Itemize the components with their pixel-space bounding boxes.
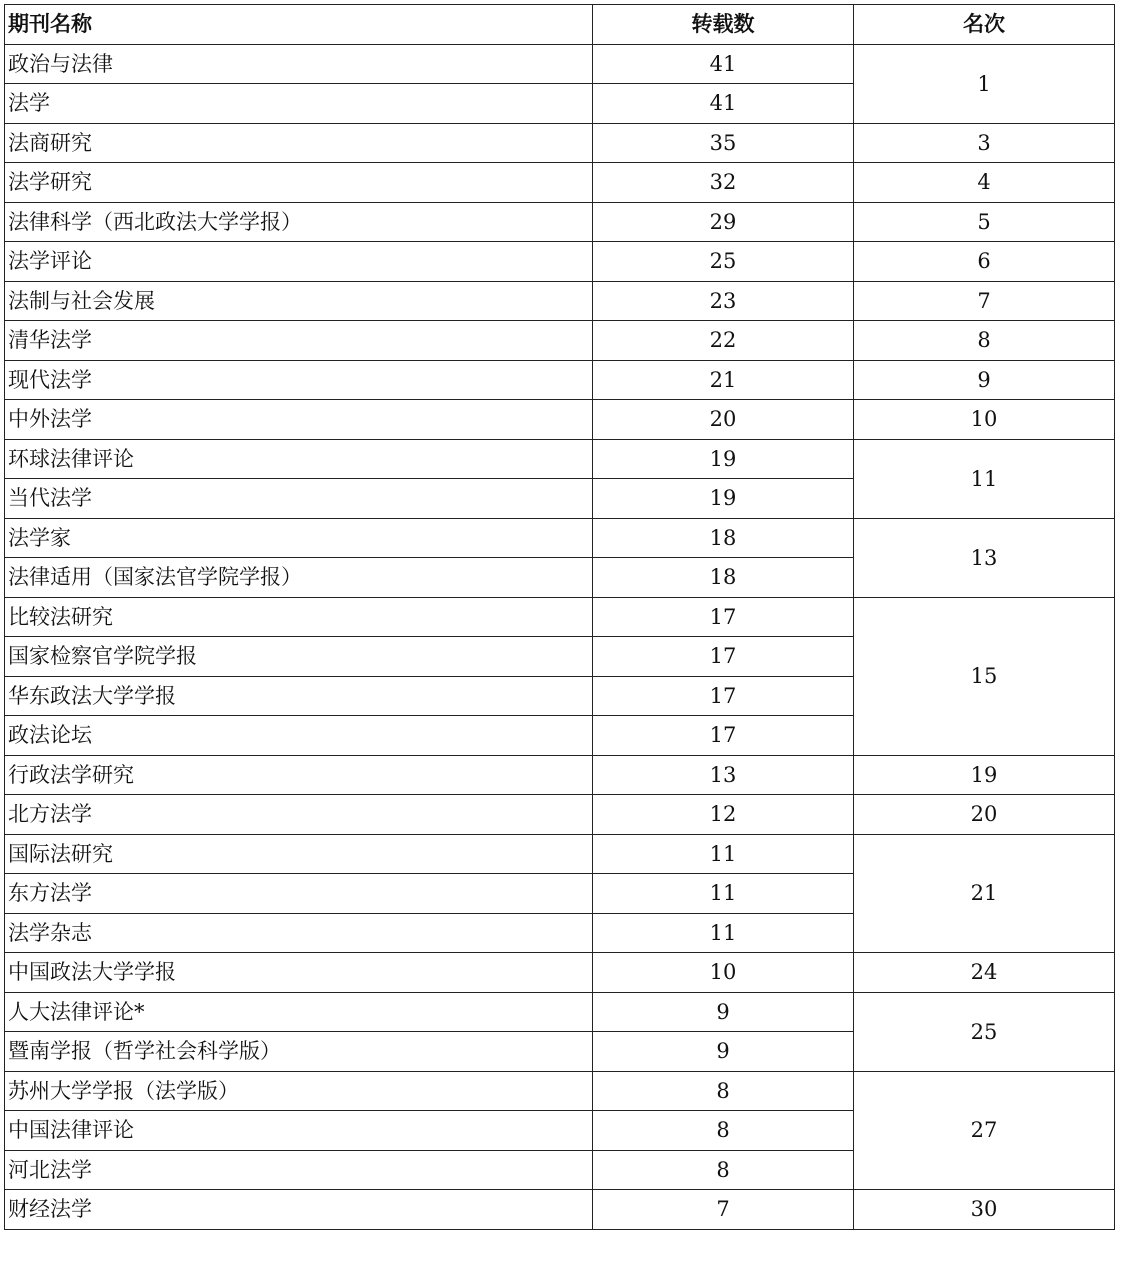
journal-name-cell: 法学评论 — [5, 242, 593, 282]
journal-name-cell: 环球法律评论 — [5, 439, 593, 479]
rank-cell: 24 — [854, 953, 1115, 993]
journal-name-cell: 法学研究 — [5, 163, 593, 203]
journal-name-cell: 暨南学报（哲学社会科学版） — [5, 1032, 593, 1072]
rank-cell: 10 — [854, 400, 1115, 440]
table-row — [5, 202, 1115, 242]
reprint-count-cell: 41 — [593, 84, 854, 124]
rank-cell: 27 — [854, 1071, 1115, 1190]
reprint-count-cell: 12 — [593, 795, 854, 835]
table-row — [5, 163, 1115, 203]
rank-cell: 21 — [854, 834, 1115, 953]
rank-cell: 4 — [854, 163, 1115, 203]
rank-cell: 5 — [854, 202, 1115, 242]
reprint-count-cell: 18 — [593, 558, 854, 598]
rank-cell: 9 — [854, 360, 1115, 400]
rank-cell: 3 — [854, 123, 1115, 163]
table-row — [5, 1190, 1115, 1230]
table-row — [5, 992, 1115, 1032]
journal-name-cell: 法律科学（西北政法大学学报） — [5, 202, 593, 242]
reprint-count-cell: 19 — [593, 439, 854, 479]
table-row — [5, 439, 1115, 479]
journal-name-cell: 法学家 — [5, 518, 593, 558]
rank-cell: 8 — [854, 321, 1115, 361]
reprint-count-cell: 17 — [593, 716, 854, 756]
journal-name-cell: 行政法学研究 — [5, 755, 593, 795]
journal-name-cell: 法律适用（国家法官学院学报） — [5, 558, 593, 598]
header-journal-name: 期刊名称 — [5, 5, 593, 45]
reprint-count-cell: 17 — [593, 597, 854, 637]
reprint-count-cell: 8 — [593, 1071, 854, 1111]
journal-name-cell: 中国政法大学学报 — [5, 953, 593, 993]
journal-name-cell: 北方法学 — [5, 795, 593, 835]
reprint-count-cell: 17 — [593, 637, 854, 677]
journal-name-cell: 国家检察官学院学报 — [5, 637, 593, 677]
rank-cell: 20 — [854, 795, 1115, 835]
journal-name-cell: 现代法学 — [5, 360, 593, 400]
journal-name-cell: 法学 — [5, 84, 593, 124]
table-row — [5, 123, 1115, 163]
reprint-count-cell: 10 — [593, 953, 854, 993]
reprint-count-cell: 35 — [593, 123, 854, 163]
table-row — [5, 953, 1115, 993]
journal-name-cell: 政法论坛 — [5, 716, 593, 756]
reprint-count-cell: 21 — [593, 360, 854, 400]
header-reprint-count: 转载数 — [593, 5, 854, 45]
journal-name-cell: 中国法律评论 — [5, 1111, 593, 1151]
rank-cell: 6 — [854, 242, 1115, 282]
reprint-count-cell: 8 — [593, 1150, 854, 1190]
reprint-count-cell: 18 — [593, 518, 854, 558]
rank-cell: 13 — [854, 518, 1115, 597]
table-body — [5, 44, 1115, 1229]
reprint-count-cell: 9 — [593, 992, 854, 1032]
reprint-count-cell: 20 — [593, 400, 854, 440]
rank-cell: 19 — [854, 755, 1115, 795]
table-row — [5, 597, 1115, 637]
reprint-count-cell: 25 — [593, 242, 854, 282]
reprint-count-cell: 9 — [593, 1032, 854, 1072]
reprint-count-cell: 11 — [593, 874, 854, 914]
header-row — [5, 5, 1115, 45]
journal-name-cell: 国际法研究 — [5, 834, 593, 874]
journal-name-cell: 比较法研究 — [5, 597, 593, 637]
rank-cell: 30 — [854, 1190, 1115, 1230]
table-row — [5, 755, 1115, 795]
reprint-count-cell: 19 — [593, 479, 854, 519]
table-row — [5, 1071, 1115, 1111]
reprint-count-cell: 11 — [593, 834, 854, 874]
rank-cell: 7 — [854, 281, 1115, 321]
table-row — [5, 518, 1115, 558]
reprint-count-cell: 17 — [593, 676, 854, 716]
table-row — [5, 360, 1115, 400]
table-row — [5, 400, 1115, 440]
reprint-count-cell: 32 — [593, 163, 854, 203]
journal-name-cell: 政治与法律 — [5, 44, 593, 84]
table-row — [5, 834, 1115, 874]
header-rank: 名次 — [854, 5, 1115, 45]
table-row — [5, 281, 1115, 321]
journal-name-cell: 河北法学 — [5, 1150, 593, 1190]
reprint-count-cell: 22 — [593, 321, 854, 361]
journal-name-cell: 当代法学 — [5, 479, 593, 519]
table-row — [5, 242, 1115, 282]
journal-name-cell: 苏州大学学报（法学版） — [5, 1071, 593, 1111]
reprint-count-cell: 8 — [593, 1111, 854, 1151]
rank-cell: 11 — [854, 439, 1115, 518]
reprint-count-cell: 7 — [593, 1190, 854, 1230]
journal-name-cell: 中外法学 — [5, 400, 593, 440]
journal-name-cell: 法制与社会发展 — [5, 281, 593, 321]
journal-name-cell: 人大法律评论* — [5, 992, 593, 1032]
journal-ranking-table — [4, 4, 1115, 1230]
table-row — [5, 795, 1115, 835]
journal-name-cell: 华东政法大学学报 — [5, 676, 593, 716]
rank-cell: 1 — [854, 44, 1115, 123]
rank-cell: 25 — [854, 992, 1115, 1071]
table-row — [5, 44, 1115, 84]
reprint-count-cell: 11 — [593, 913, 854, 953]
journal-name-cell: 法学杂志 — [5, 913, 593, 953]
rank-cell: 15 — [854, 597, 1115, 755]
journal-name-cell: 清华法学 — [5, 321, 593, 361]
reprint-count-cell: 13 — [593, 755, 854, 795]
journal-name-cell: 法商研究 — [5, 123, 593, 163]
journal-name-cell: 财经法学 — [5, 1190, 593, 1230]
table-row — [5, 321, 1115, 361]
reprint-count-cell: 29 — [593, 202, 854, 242]
reprint-count-cell: 23 — [593, 281, 854, 321]
reprint-count-cell: 41 — [593, 44, 854, 84]
journal-name-cell: 东方法学 — [5, 874, 593, 914]
